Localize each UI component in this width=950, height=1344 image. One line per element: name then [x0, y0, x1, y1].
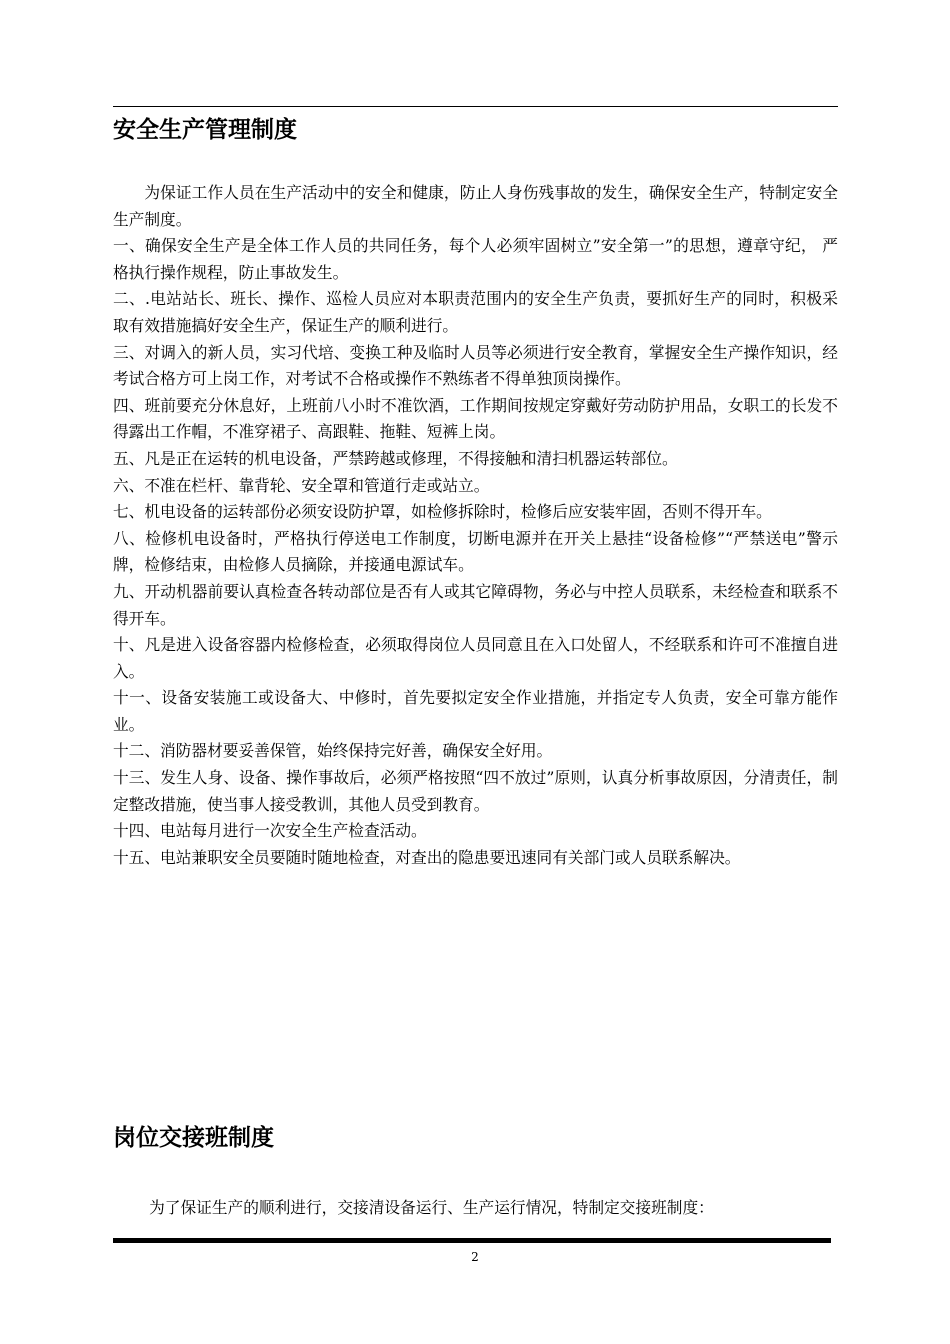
- clause-12: 十二、消防器材要妥善保管，始终保持完好善，确保安全好用。: [113, 741, 553, 761]
- clause-14: 十四、电站每月进行一次安全生产检查活动。: [113, 821, 427, 841]
- clause-3: 三、对调入的新人员，实习代培、变换工种及临时人员等必须进行安全教育，掌握安全生产操作知识，经考试合格方可上岗工作，对考试不合格或操作不熟练者不得单独顶岗操作。: [113, 342, 838, 389]
- section-body-safety: [113, 180, 838, 871]
- clause-11: 十一、设备安装施工或设备大、中修时，首先要拟定安全作业措施，并指定专人负责，安全可靠方能作业。: [113, 688, 838, 734]
- section-title-handover: 岗位交接班制度: [113, 1125, 274, 1151]
- clause-2: 二、.电站站长、班长、操作、巡检人员应对本职责范围内的安全生产负责，要抓好生产的同时，积极采取有效措施搞好安全生产，保证生产的顺利进行。: [113, 289, 838, 335]
- clause-9: 九、开动机器前要认真检查各转动部位是否有人或其它障碍物，务必与中控人员联系，未经检查和联系不得开车。: [113, 581, 838, 628]
- clause-1: 一、确保安全生产是全体工作人员的共同任务，每个人必须牢固树立”安全第一”的思想，遵章守纪， 严格执行操作规程，防止事故发生。: [113, 236, 838, 282]
- section-body-handover: [113, 1195, 838, 1222]
- clause-10: 十、凡是进入设备容器内检修检查，必须取得岗位人员同意且在入口处留人，不经联系和许可不准擅自进入。: [113, 635, 838, 681]
- clause-4: 四、班前要充分休息好，上班前八小时不准饮酒，工作期间按规定穿戴好劳动防护用品，女职工的长发不得露出工作帽，不准穿裙子、高跟鞋、拖鞋、短裤上岗。: [113, 395, 838, 442]
- clause-13: 十三、发生人身、设备、操作事故后，必须严格按照“四不放过”原则，认真分析事故原因，分清责任，制定整改措施，使当事人接受教训，其他人员受到教育。: [113, 768, 838, 814]
- intro-paragraph: 为保证工作人员在生产活动中的安全和健康，防止人身伤残事故的发生，确保安全生产，特制定安全生产制度。: [113, 183, 838, 229]
- clause-5: 五、凡是正在运转的机电设备，严禁跨越或修理，不得接触和清扫机器运转部位。: [113, 448, 678, 468]
- clause-6: 六、不准在栏杆、靠背轮、安全罩和管道行走或站立。: [113, 475, 490, 495]
- clause-7: 七、机电设备的运转部份必须安设防护罩，如检修拆除时，检修后应安装牢固，否则不得开车。: [113, 502, 772, 522]
- handover-intro-paragraph: 为了保证生产的顺利进行，交接清设备运行、生产运行情况，特制定交接班制度：: [149, 1198, 714, 1217]
- footer-rule: [113, 1238, 831, 1243]
- clause-8: 八、检修机电设备时，严格执行停送电工作制度，切断电源并在开关上悬挂“设备检修”“严禁送电”警示牌，检修结束，由检修人员摘除，并接通电源试车。: [113, 528, 838, 575]
- page-number: 2: [471, 1250, 479, 1264]
- header-rule: [113, 106, 838, 107]
- clause-15: 十五、电站兼职安全员要随时随地检查，对查出的隐患要迅速同有关部门或人员联系解决。: [113, 847, 741, 867]
- section-title-safety: 安全生产管理制度: [113, 117, 297, 143]
